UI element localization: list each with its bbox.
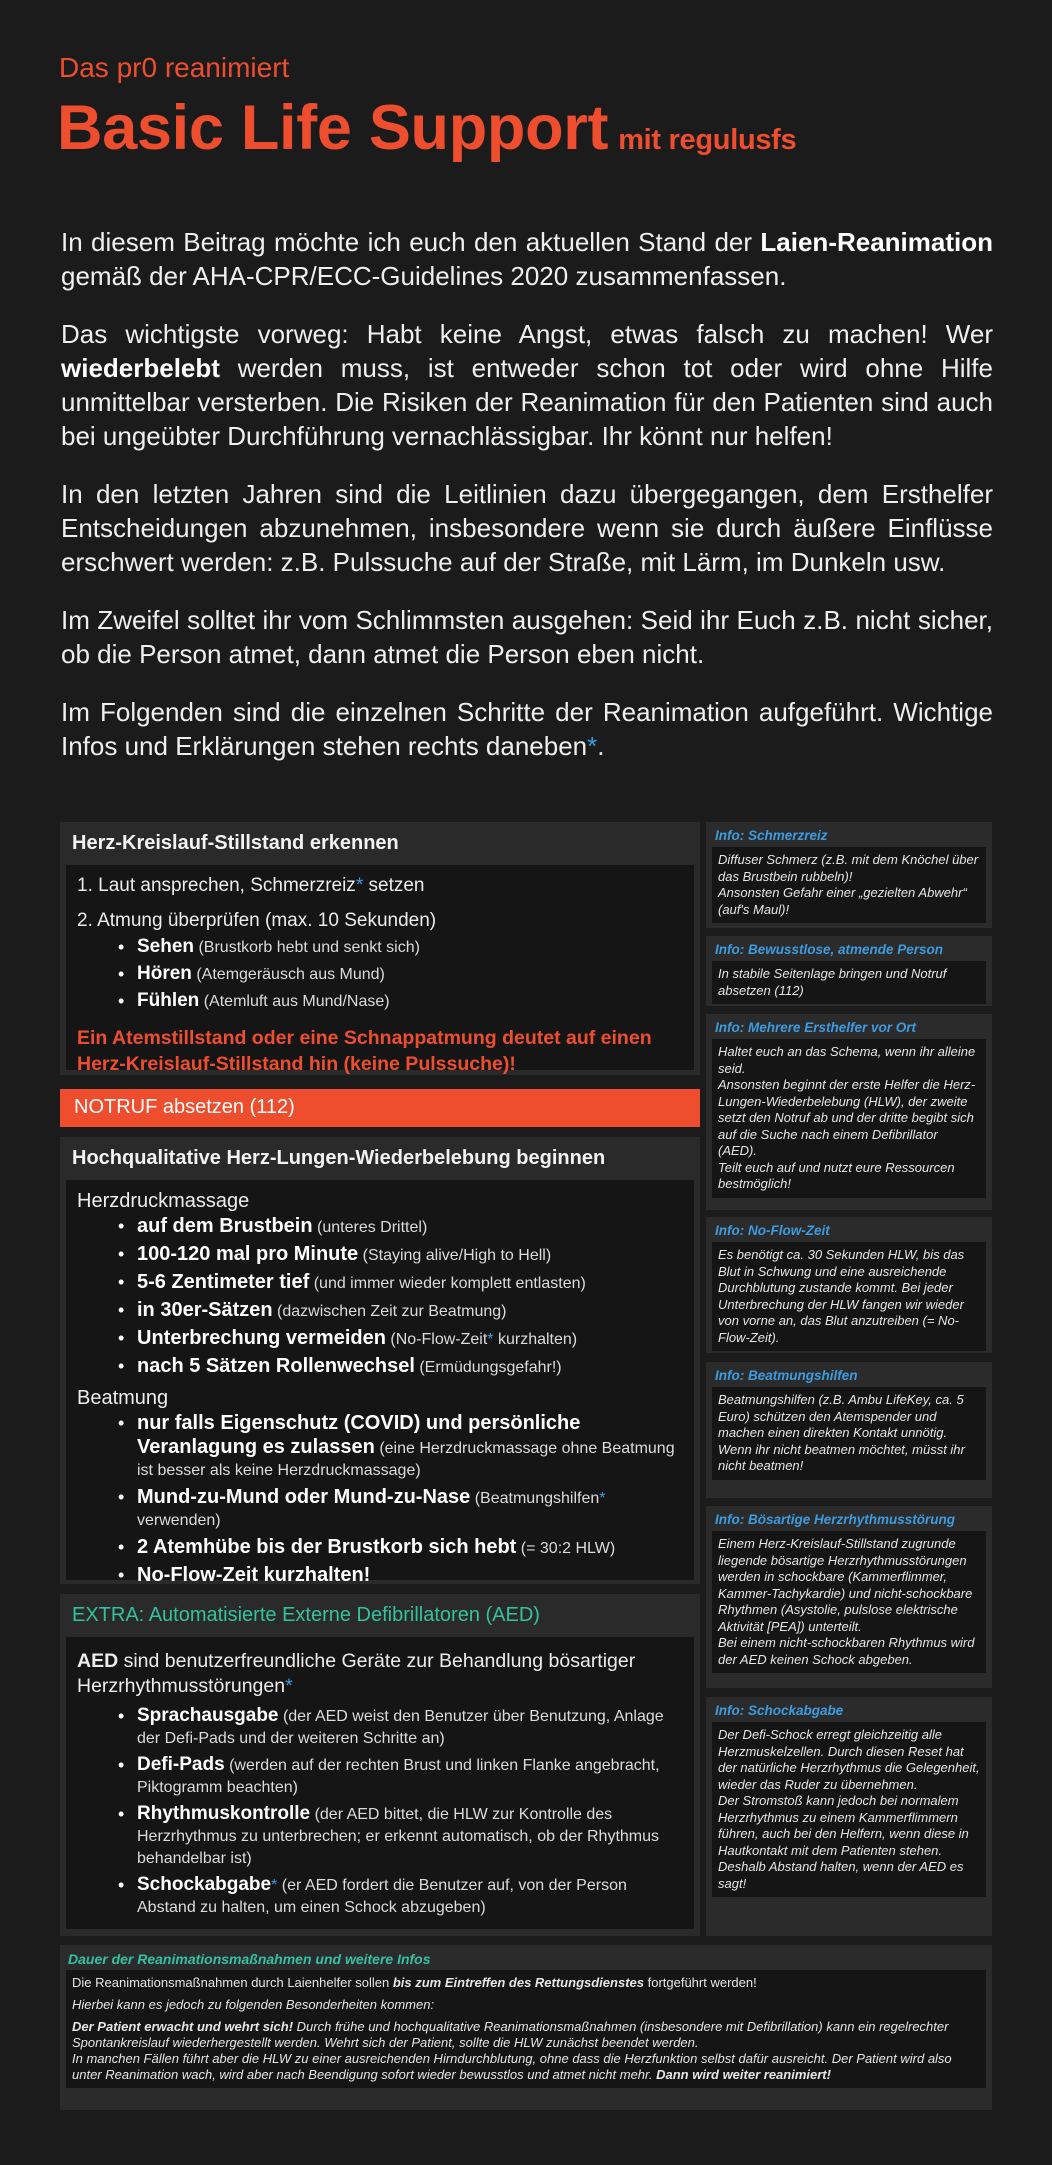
term: nur falls Eigenschutz (COVID) und persönliche Veranlagung es zulassen [137, 1412, 581, 1458]
footnote-asterisk: * [355, 875, 364, 896]
list-item [137, 990, 683, 1013]
intro-paragraph-3: In den letzten Jahren sind die Leitlinien dazu übergegangen, dem Ersthelfer Entscheidungen abzunehmen, insbesondere wenn sie durch äußere Einflüsse erschwert werden: z.B. Pulssuche auf der Straße, mit Lärm, im Dunkeln usw. [61, 479, 993, 577]
info-title: Info: Schmerzreiz [715, 828, 828, 843]
term: No-Flow-Zeit kurzhalten! [137, 1564, 371, 1586]
header-kicker: Das pr0 reanimiert [59, 52, 290, 83]
info-body: In stabile Seitenlage bringen und Notruf absetzen (112) [712, 961, 986, 1004]
text: (dazwischen Zeit zur Beatmung) [272, 1303, 507, 1320]
text: gemäß der AHA-CPR/ECC-Guidelines 2020 zusammenfassen. [61, 261, 787, 291]
text: (der AED bittet, die HLW zur Kontrolle des Herzrhythmus zu unterbrechen; er erkennt automatisch, ob der Rhythmus behandelbar ist) [137, 1806, 660, 1867]
section-body [66, 865, 694, 1075]
check-list [77, 936, 683, 1013]
section-title: Dauer der Reanimationsmaßnahmen und weitere Infos [68, 1951, 431, 1967]
term: Rhythmuskontrolle [137, 1803, 311, 1824]
term: Sprachausgabe [137, 1705, 279, 1726]
footnote-asterisk: * [285, 1675, 293, 1697]
footnote-asterisk: * [599, 1490, 606, 1507]
term: 100-120 mal pro Minute [137, 1243, 359, 1265]
section-recognize-arrest [60, 822, 700, 1075]
term: Sehen [137, 936, 195, 957]
text: (Atemgeräusch aus Mund) [191, 966, 385, 983]
term: 5-6 Zentimeter tief [137, 1271, 310, 1293]
section-body [66, 1970, 986, 2088]
term: Fühlen [137, 990, 200, 1011]
info-box-schockabgabe [706, 1697, 992, 1936]
text: verwenden) [137, 1512, 221, 1529]
page-title-text: Basic Life Support [57, 93, 609, 163]
text: (der AED weist den Benutzer über Benutzung, Anlage der Defi-Pads und der weiteren Schritte an) [137, 1708, 664, 1747]
info-title: Info: Beatmungshilfen [715, 1368, 858, 1383]
list-item [137, 1299, 683, 1323]
text: In manchen Fällen führt aber die HLW zu einer ausreichenden Hirndurchblutung, ohne dass die Herzfunktion selbst dafür ausreicht. Der Patient wird also unter Reanimation wach, wird aber nach Beendigung sofort wieder bewusstlos und atmet nicht mehr. [72, 2051, 952, 2082]
list-item [137, 1705, 677, 1750]
text: setzen [363, 875, 425, 896]
term: Schockabgabe [137, 1874, 272, 1895]
info-title: Info: Mehrere Ersthelfer vor Ort [715, 1020, 917, 1035]
section-body [66, 1180, 694, 1586]
info-box-beatmungshilfen [706, 1362, 992, 1498]
info-title: Info: No-Flow-Zeit [715, 1223, 830, 1238]
section-title: Hochqualitative Herz-Lungen-Wiederbelebung beginnen [72, 1147, 606, 1169]
intro-paragraph-2 [61, 317, 993, 453]
term: in 30er-Sätzen [137, 1299, 273, 1321]
text: (No-Flow-Zeit [385, 1331, 488, 1348]
info-title: Info: Schockabgabe [715, 1703, 844, 1718]
step-2: 2. Atmung überprüfen (max. 10 Sekunden) [77, 910, 437, 931]
text: . [597, 731, 605, 761]
list-item [137, 963, 683, 986]
paragraph: Hierbei kann es jedoch zu folgenden Besonderheiten kommen: [72, 1997, 435, 2012]
aed-intro [77, 1649, 683, 1699]
text: (Beatmungshilfen [470, 1490, 600, 1507]
text: In diesem Beitrag möchte ich euch den aktuellen Stand der [61, 227, 761, 257]
text: (Ermüdungsgefahr!) [414, 1359, 562, 1376]
intro-paragraph-5 [61, 695, 993, 763]
paragraph [72, 1975, 980, 1991]
term: Hören [137, 963, 192, 984]
section-duration-info [60, 1945, 992, 2110]
text: 1. Laut ansprechen, Schmerzreiz [77, 875, 356, 896]
text: Im Folgenden sind die einzelnen Schritte der Reanimation aufgeführt. Wichtige Infos und Erklärungen stehen rechts daneben [61, 697, 993, 761]
info-box-no-flow-zeit [706, 1217, 992, 1353]
info-title: Info: Bösartige Herzrhythmusstörung [715, 1512, 956, 1527]
text: Das wichtigste vorweg: Habt keine Angst, etwas falsch zu machen! Wer [61, 319, 993, 349]
emphasis: Der Patient erwacht und wehrt sich! [72, 2019, 294, 2034]
subsection-title: Beatmung [77, 1387, 169, 1409]
text: (und immer wieder komplett entlasten) [309, 1275, 586, 1292]
text: (er AED fordert die Benutzer auf, von der Person Abstand zu halten, um einen Schock abzugeben) [137, 1877, 627, 1916]
list-item [137, 1874, 677, 1919]
info-box-mehrere-ersthelfer [706, 1014, 992, 1210]
footnote-asterisk: * [271, 1877, 278, 1894]
text: (Brustkorb hebt und senkt sich) [194, 939, 420, 956]
info-body: Beatmungshilfen (z.B. Ambu LifeKey, ca. 5 Euro) schützen den Atemspender und machen einen direkten Kontakt unnötig. Wenn ihr nicht beatmen möchtet, müsst ihr nicht beatmen! [712, 1387, 986, 1480]
list-item [137, 1215, 683, 1239]
text: (werden auf der rechten Brust und linken Flanke angebracht, Piktogramm beachten) [137, 1757, 660, 1796]
term: Mund-zu-Mund oder Mund-zu-Nase [137, 1486, 471, 1508]
text: (= 30:2 HLW) [516, 1540, 616, 1557]
subsection-title: Herzdruckmassage [77, 1190, 250, 1212]
text: (Staying alive/High to Hell) [358, 1247, 552, 1264]
term: Defi-Pads [137, 1754, 225, 1775]
paragraph [72, 2019, 980, 2083]
section-aed [60, 1594, 700, 1936]
text: sind benutzerfreundliche Geräte zur Behandlung bösartiger Herzrhythmusstörungen [77, 1650, 636, 1697]
notruf-banner: NOTRUF absetzen (112) [60, 1089, 700, 1127]
keyword: Laien-Reanimation [760, 227, 993, 257]
term: auf dem Brustbein [137, 1215, 313, 1237]
emphasis: bis zum Eintreffen des Rettungsdienstes [392, 1975, 644, 1990]
info-title: Info: Bewusstlose, atmende Person [715, 942, 944, 957]
info-body: Einem Herz-Kreislauf-Stillstand zugrunde liegende bösartige Herzrhythmusstörungen werden in schockbare (Kammerflimmer, Kammer-Tachykardie) und nicht-schockbare Rhythmen (Asystolie, pulslose elektrische Aktivität [PEA]) unterteilt. Bei einem nicht-schockbaren Rhythmus wird der AED keinen Schock abgeben. [712, 1531, 986, 1673]
term: Unterbrechung vermeiden [137, 1327, 386, 1349]
ventilation-list [77, 1412, 683, 1588]
emphasis: Dann wird weiter reanimiert! [656, 2067, 831, 2082]
info-body: Diffuser Schmerz (z.B. mit dem Knöchel über das Brustbein rubbeln)! Ansonsten Gefahr einer „gezielten Abwehr“ (auf's Maul)! [712, 847, 986, 923]
intro-section [61, 225, 993, 787]
list-item [137, 1243, 683, 1267]
list-item [137, 1355, 683, 1379]
aed-list [77, 1705, 683, 1919]
footnote-asterisk: * [587, 731, 598, 761]
step-1 [77, 875, 683, 897]
list-item [137, 1754, 677, 1799]
term: nach 5 Sätzen Rollenwechsel [137, 1355, 415, 1377]
text: werden muss, ist entweder schon tot oder wird ohne Hilfe unmittelbar versterben. Die Risiken der Reanimation für den Patienten sind auch bei ungeübter Durchführung vernachlässigbar. Ihr könnt nur helfen! [61, 353, 993, 451]
term: AED [77, 1650, 119, 1672]
text: (eine Herzdruckmassage ohne Beatmung ist besser als keine Herzdruckmassage) [137, 1440, 675, 1479]
info-box-bewusstlos [706, 936, 992, 1006]
info-body: Es benötigt ca. 30 Sekunden HLW, bis das Blut in Schwung und eine ausreichende Durchblutung zustande kommt. Bei jeder Unterbrechung der HLW fangen wir wieder von vorne an, das Blut anzutreiben (= No-Flow-Zeit). [712, 1242, 986, 1351]
intro-paragraph-4: Im Zweifel solltet ihr vom Schlimmsten ausgehen: Seid ihr Euch z.B. nicht sicher, ob die Person atmet, dann atmet die Person eben nicht. [61, 605, 993, 669]
text: Durch frühe und hochqualitative Reanimationsmaßnahmen (insbesondere mit Defibrillation) kann ein regelrechter Spontankreislauf wiederhergestellt werden. Wehrt sich der Patient, sollte die HLW zunächst beendet werden. [72, 2019, 949, 2050]
intro-paragraph-1 [61, 225, 993, 293]
section-title: Herz-Kreislauf-Stillstand erkennen [72, 832, 399, 854]
text: (unteres Drittel) [312, 1219, 428, 1236]
list-item [137, 1486, 683, 1532]
list-item [137, 1564, 683, 1588]
info-body: Der Defi-Schock erregt gleichzeitig alle Herzmuskelzellen. Durch diesen Reset hat der natürliche Herzrhythmus die Gelegenheit, wieder das Ruder zu übernehmen. Der Stromstoß kann jedoch bei normalem Herzrhythmus zu einem Kammerflimmern führen, auch bei den Helfern, wenn diese in Hautkontakt mit dem Patienten stehen. Deshalb Abstand halten, wenn der AED es sagt! [712, 1722, 986, 1897]
page-subtitle: mit regulusfs [618, 124, 797, 156]
info-body: Haltet euch an das Schema, wenn ihr alleine seid. Ansonsten beginnt der erste Helfer die Herz-Lungen-Wiederbelebung (HLW), der zweite setzt den Notruf ab und der dritte begibt sich auf die Suche nach einem Defibrillator (AED). Teilt euch auf und nutzt eure Ressourcen bestmöglich! [712, 1039, 986, 1198]
footnote-asterisk: * [487, 1331, 494, 1348]
list-item [137, 1327, 683, 1351]
list-item [137, 1536, 683, 1560]
page-title [57, 92, 796, 164]
list-item [137, 936, 683, 959]
list-item [137, 1803, 677, 1870]
term: 2 Atemhübe bis der Brustkorb sich hebt [137, 1536, 517, 1558]
section-cpr [60, 1137, 700, 1584]
info-box-schmerzreiz [706, 822, 992, 928]
section-body [66, 1637, 694, 1929]
keyword: wiederbelebt [61, 353, 220, 383]
list-item [137, 1271, 683, 1295]
list-item [137, 1412, 683, 1482]
text: (Atemluft aus Mund/Nase) [199, 993, 390, 1010]
warning-text: Ein Atemstillstand oder eine Schnappatmung deutet auf einen Herz-Kreislauf-Stillstand hin (keine Pulssuche)! [77, 1027, 652, 1075]
text: Die Reanimationsmaßnahmen durch Laienhelfer sollen [72, 1975, 393, 1990]
text: fortgeführt werden! [643, 1975, 757, 1990]
compression-list [77, 1215, 683, 1379]
section-title: EXTRA: Automatisierte Externe Defibrillatoren (AED) [72, 1604, 540, 1626]
info-box-herzrhythmusstoerung [706, 1506, 992, 1688]
text: kurzhalten) [493, 1331, 578, 1348]
